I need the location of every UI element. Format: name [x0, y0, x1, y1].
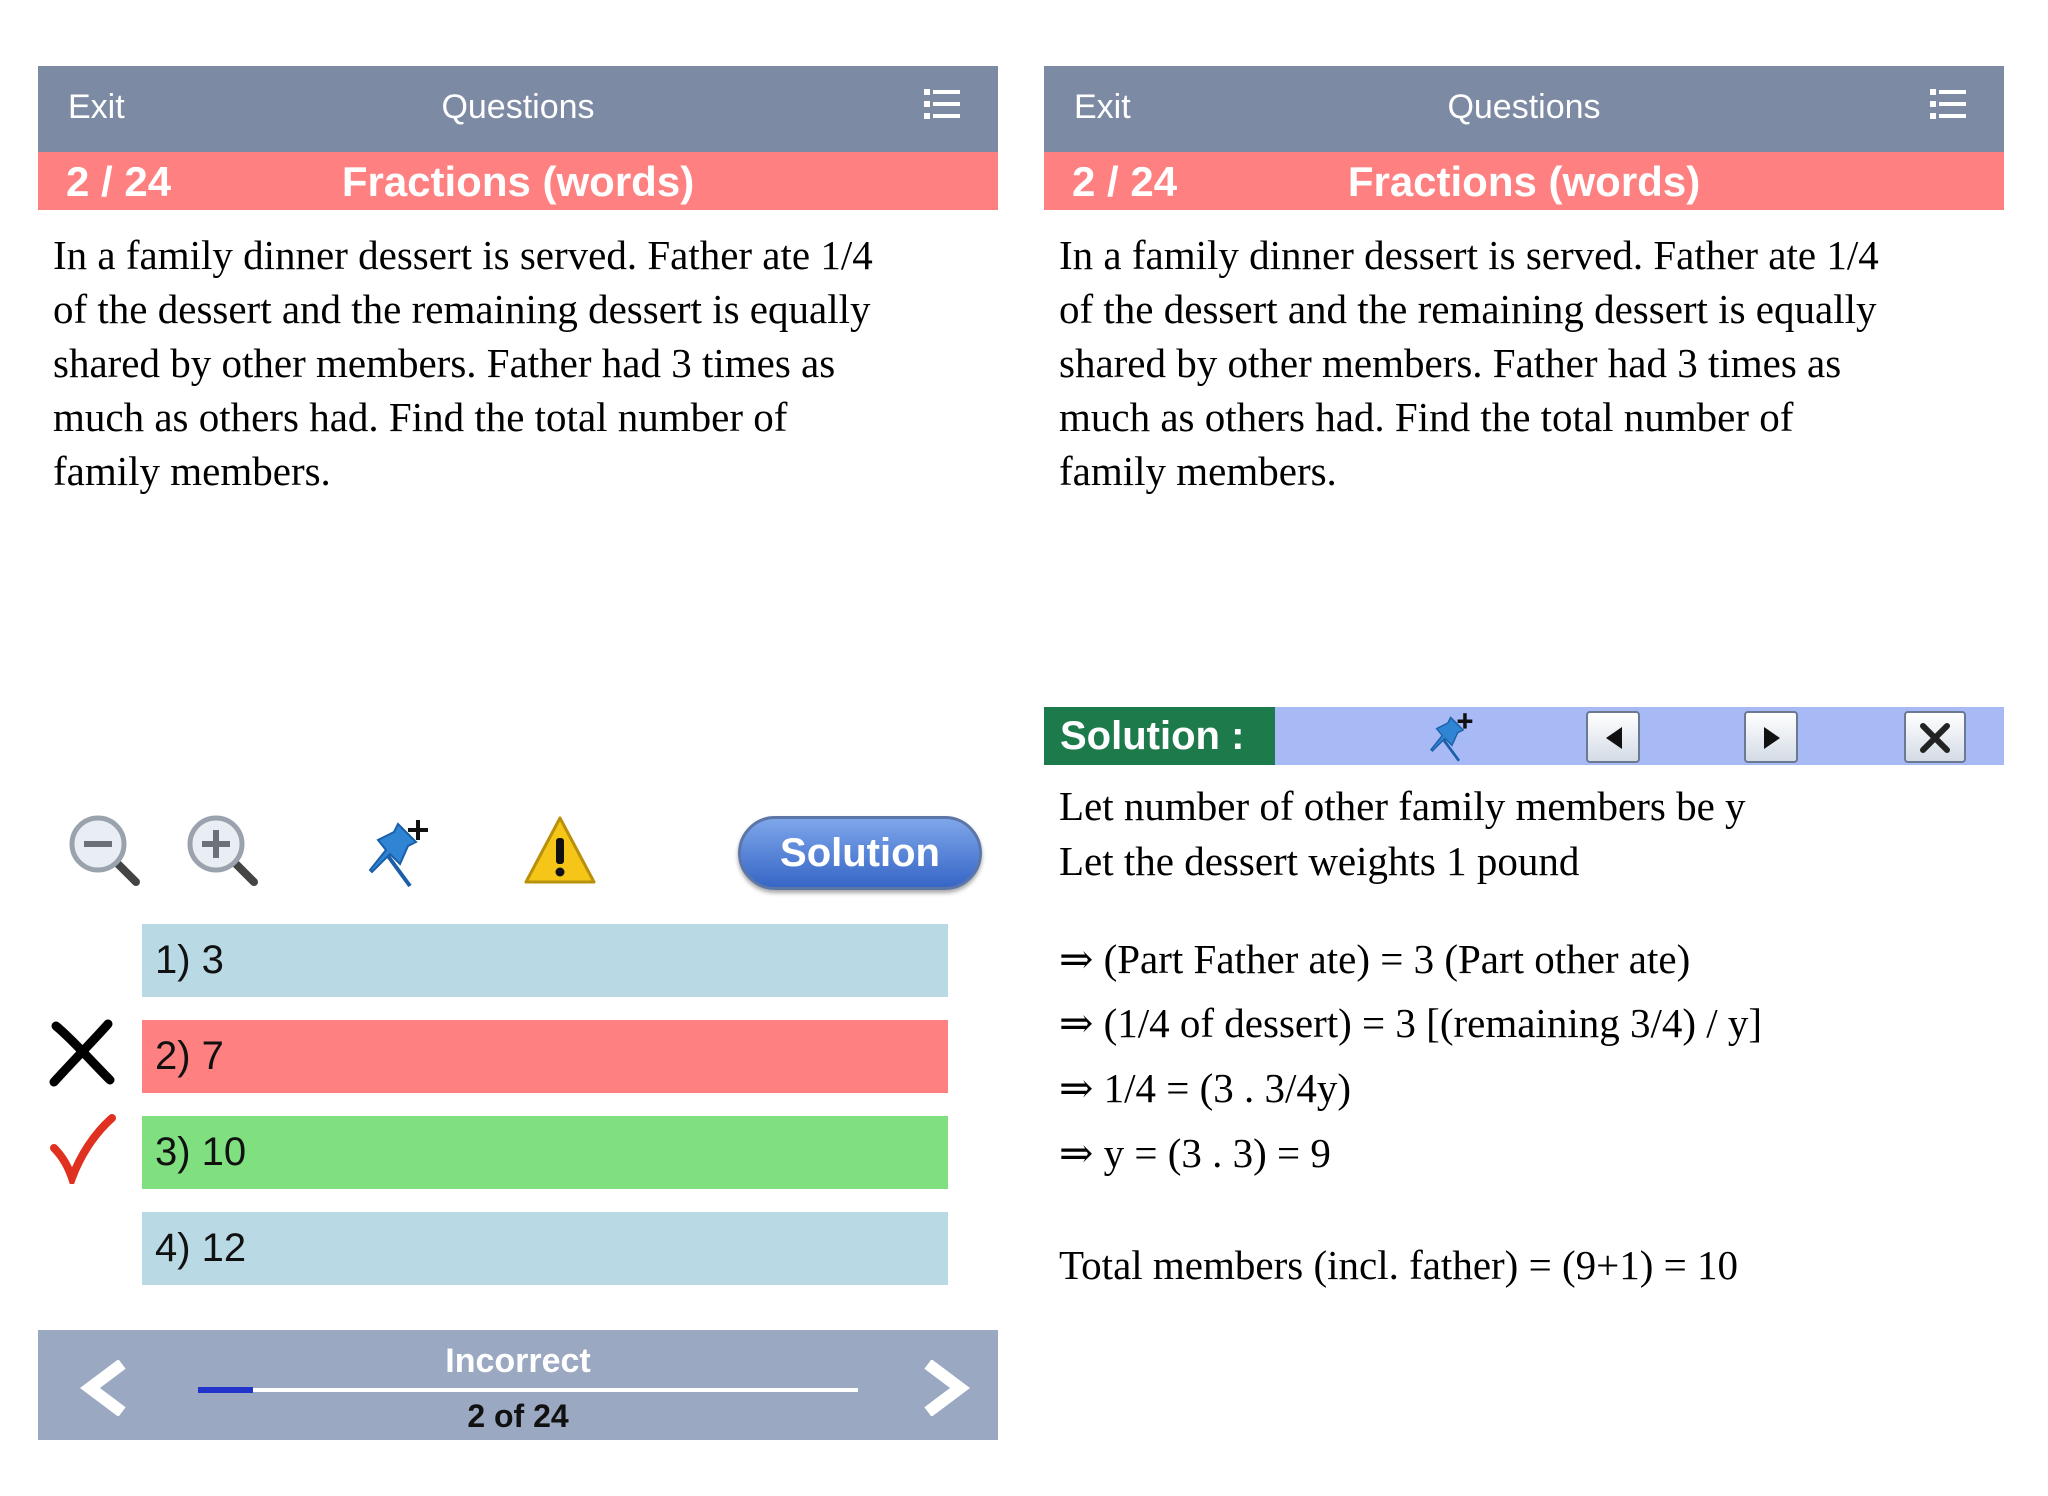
solution-line: ⇒ (Part Father ate) = 3 (Part other ate) — [1059, 936, 1691, 982]
zoom-out-icon[interactable] — [66, 812, 142, 888]
solution-line: ⇒ y = (3 . 3) = 9 — [1059, 1130, 1331, 1176]
next-arrow-icon[interactable] — [920, 1360, 970, 1416]
question-topic: Fractions (words) — [1347, 158, 1701, 205]
warning-icon[interactable] — [522, 812, 598, 888]
pin-add-icon[interactable] — [1424, 709, 1480, 765]
question-line: much as others had. Find the total number of — [53, 394, 788, 440]
question-topic: Fractions (words) — [341, 158, 695, 205]
close-icon — [1919, 723, 1951, 753]
answer-option-4[interactable]: 4) 12 — [142, 1212, 948, 1285]
exit-button[interactable]: Exit — [68, 88, 125, 126]
solution-bar — [1044, 707, 2004, 765]
solution-button[interactable]: Solution — [738, 816, 982, 890]
solution-line: Let number of other family members be y — [1059, 783, 1746, 829]
question-line: of the dessert and the remaining dessert is equally — [53, 286, 871, 332]
progress-bar — [198, 1388, 858, 1392]
question-line: In a family dinner dessert is served. Father ate 1/4 — [53, 232, 873, 278]
next-solution-button[interactable] — [1744, 711, 1798, 763]
answer-status: Incorrect — [445, 1342, 591, 1380]
question-line: family members. — [1059, 448, 1337, 494]
question-screen — [38, 66, 998, 1446]
solution-line: ⇒ (1/4 of dessert) = 3 [(remaining 3/4) / y] — [1059, 1000, 1763, 1046]
list-icon[interactable] — [1930, 88, 1966, 120]
solution-line: Let the dessert weights 1 pound — [1059, 838, 1580, 884]
pin-add-icon[interactable] — [360, 812, 440, 892]
answer-option-2[interactable]: 2) 7 — [142, 1020, 948, 1093]
question-counter: 2 of 24 — [467, 1398, 569, 1434]
zoom-in-icon[interactable] — [184, 812, 260, 888]
solution-label: Solution : — [1044, 707, 1275, 765]
solution-line: Total members (incl. father) = (9+1) = 10 — [1059, 1242, 1739, 1288]
triangle-left-icon — [1602, 725, 1626, 751]
previous-solution-button[interactable] — [1586, 711, 1640, 763]
question-header — [1044, 152, 2004, 210]
triangle-right-icon — [1760, 725, 1784, 751]
question-line: much as others had. Find the total number of — [1059, 394, 1794, 440]
solution-line: ⇒ 1/4 = (3 . 3/4y) — [1059, 1065, 1352, 1111]
bottom-bar — [38, 1330, 998, 1440]
answer-option-1[interactable]: 1) 3 — [142, 924, 948, 997]
close-solution-button[interactable] — [1904, 711, 1966, 763]
progress-fill — [198, 1387, 253, 1393]
question-line: shared by other members. Father had 3 times as — [53, 340, 836, 386]
question-line: In a family dinner dessert is served. Father ate 1/4 — [1059, 232, 1879, 278]
list-icon[interactable] — [924, 88, 960, 120]
question-line: of the dessert and the remaining dessert is equally — [1059, 286, 1877, 332]
question-line: family members. — [53, 448, 331, 494]
question-line: shared by other members. Father had 3 times as — [1059, 340, 1842, 386]
question-header — [38, 152, 998, 210]
wrong-mark-icon — [48, 1018, 118, 1088]
nav-title: Questions — [1447, 88, 1601, 126]
exit-button[interactable]: Exit — [1074, 88, 1131, 126]
navigation-bar — [1044, 66, 2004, 152]
question-number: 2 / 24 — [1072, 158, 1178, 205]
solution-screen — [1044, 66, 2004, 1446]
answer-option-3[interactable]: 3) 10 — [142, 1116, 948, 1189]
nav-title: Questions — [441, 88, 595, 126]
navigation-bar — [38, 66, 998, 152]
question-number: 2 / 24 — [66, 158, 172, 205]
question-text — [1059, 228, 1994, 498]
question-text — [53, 228, 988, 498]
correct-mark-icon — [48, 1114, 118, 1184]
